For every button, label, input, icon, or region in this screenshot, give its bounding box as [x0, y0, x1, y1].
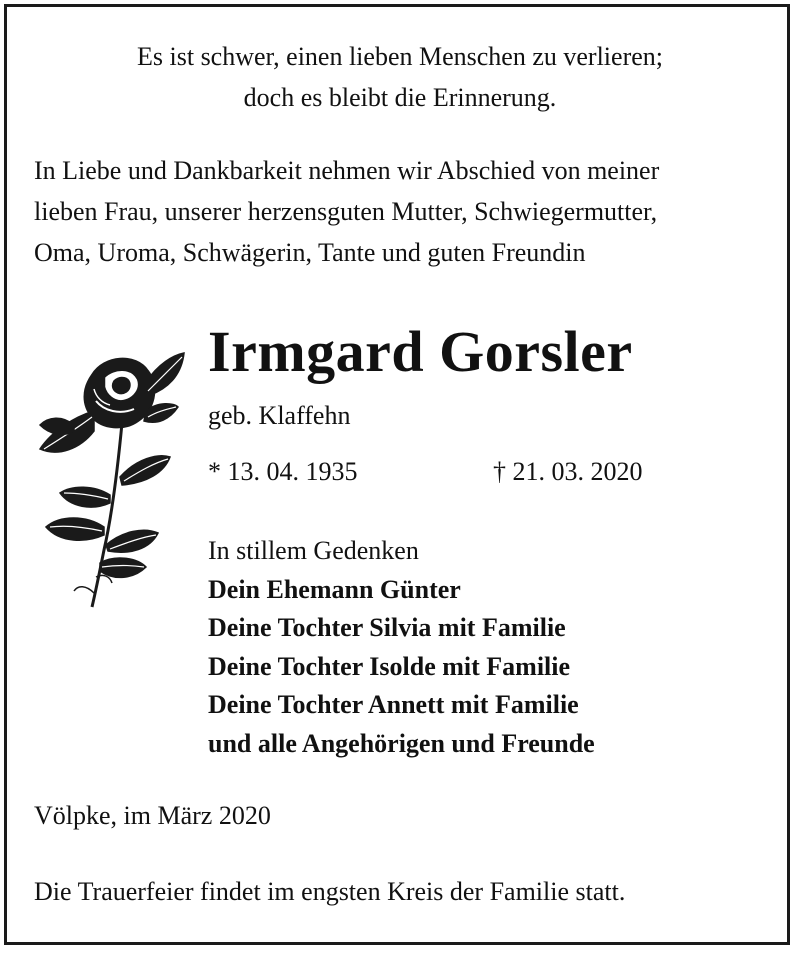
funeral-note: Die Trauerfeier findet im engsten Kreis der Familie statt. [34, 877, 626, 906]
intro-line: In Liebe und Dankbarkeit nehmen wir Abschied von meiner [34, 156, 660, 185]
death-date: † 21. 03. 2020 [493, 457, 643, 486]
place-and-date: Völpke, im März 2020 [34, 801, 271, 830]
signatory: Deine Tochter Isolde mit Familie [208, 651, 571, 681]
mourners-heading: In stillem Gedenken [208, 536, 419, 565]
quote-line: doch es bleibt die Erinnerung. [243, 83, 557, 112]
quote-line: Es ist schwer, einen lieben Menschen zu verlieren; [137, 42, 663, 71]
maiden-name: geb. Klaffehn [208, 401, 351, 430]
signatory: Deine Tochter Silvia mit Familie [208, 613, 566, 643]
signatory: Deine Tochter Annett mit Familie [208, 690, 579, 720]
signatory: Dein Ehemann Günter [208, 574, 461, 604]
rose-icon [34, 345, 194, 610]
deceased-name: Irmgard Gorsler [208, 319, 633, 384]
birth-date: * 13. 04. 1935 [208, 457, 358, 486]
intro-line: Oma, Uroma, Schwägerin, Tante und guten Freundin [34, 238, 586, 267]
intro-text [34, 150, 659, 273]
mourners-block [208, 532, 595, 764]
signatory: und alle Angehörigen und Freunde [208, 728, 595, 758]
opening-quote [0, 36, 800, 118]
intro-line: lieben Frau, unserer herzensguten Mutter, Schwiegermutter, [34, 197, 658, 226]
